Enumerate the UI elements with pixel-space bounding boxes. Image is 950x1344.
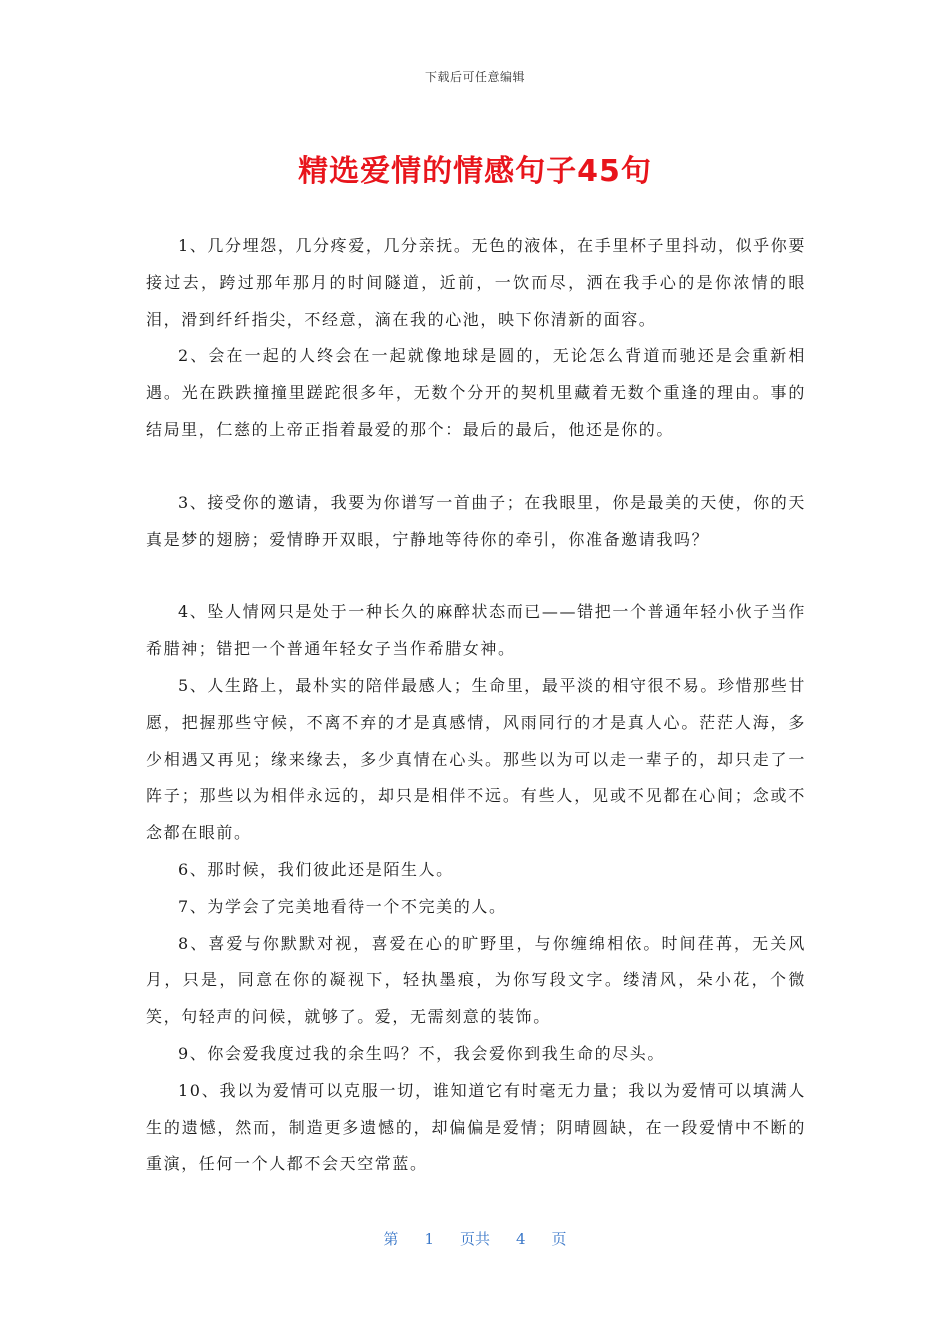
header-note: 下载后可任意编辑 xyxy=(424,70,525,84)
document-title: 精选爱情的情感句子45句 xyxy=(298,154,652,189)
paragraph-3: 3、接受你的邀请，我要为你谱写一首曲子；在我眼里，你是最美的天使，你的天真是梦的翅膀；爱情睁开双眼，宁静地等待你的牵引，你准备邀请我吗？ xyxy=(146,492,806,549)
footer-middle: 页共 xyxy=(459,1230,490,1248)
paragraph-8: 8、喜爱与你默默对视，喜爱在心的旷野里，与你缠绵相依。时间荏苒，无关风月，只是，同意在你的凝视下，轻执墨痕，为你写段文字。缕清风，朵小花，个微笑，句轻声的问候，就够了。爱，无需刻意的装饰。 xyxy=(146,933,806,1027)
footer-page-number: 1 xyxy=(424,1230,434,1248)
paragraph-gap xyxy=(146,558,806,594)
footer-total-pages: 4 xyxy=(516,1230,526,1248)
paragraph-5: 5、人生路上，最朴实的陪伴最感人；生命里，最平淡的相守很不易。珍惜那些甘愿，把握那些守候，不离不弃的才是真感情，风雨同行的才是真人心。茫茫人海，多少相遇又再见；缘来缘去，多少真情在心头。那些以为可以走一辈子的，却只走了一阵子；那些以为相伴永远的，却只是相伴不远。有些人，见或不见都在心间；念或不念都在眼前。 xyxy=(146,675,806,843)
paragraph-10: 10、我以为爱情可以克服一切，谁知道它有时毫无力量；我以为爱情可以填满人生的遗憾，然而，制造更多遗憾的，却偏偏是爱情；阴晴圆缺，在一段爱情中不断的重演，任何一个人都不会天空常蓝。 xyxy=(146,1080,806,1174)
paragraph-9: 9、你会爱我度过我的余生吗？不，我会爱你到我生命的尽头。 xyxy=(178,1043,665,1063)
paragraph-7: 7、为学会了完美地看待一个不完美的人。 xyxy=(178,896,507,916)
paragraph-1: 1、几分埋怨，几分疼爱，几分亲抚。无色的液体，在手里杯子里抖动，似乎你要接过去，跨过那年那月的时间隧道，近前，一饮而尽，洒在我手心的是你浓情的眼泪，滑到纤纤指尖，不经意，滴在我的心池，映下你清新的面容。 xyxy=(146,236,806,329)
paragraph-4: 4、坠人情网只是处于一种长久的麻醉状态而已——错把一个普通年轻小伙子当作希腊神；错把一个普通年轻女子当作希腊女神。 xyxy=(146,602,806,659)
document-body xyxy=(146,228,806,1183)
paragraph-6: 6、那时候，我们彼此还是陌生人。 xyxy=(178,859,454,879)
paragraph-2: 2、会在一起的人终会在一起就像地球是圆的，无论怎么背道而驰还是会重新相遇。光在跌跌撞撞里蹉跎很多年，无数个分开的契机里藏着无数个重逢的理由。事的结局里，仁慈的上帝正指着最爱的那个：最后的最后，他还是你的。 xyxy=(146,346,806,439)
paragraph-gap xyxy=(146,449,806,485)
footer-prefix: 第 xyxy=(383,1230,399,1248)
footer-suffix: 页 xyxy=(551,1230,567,1248)
page-footer xyxy=(0,1228,950,1249)
